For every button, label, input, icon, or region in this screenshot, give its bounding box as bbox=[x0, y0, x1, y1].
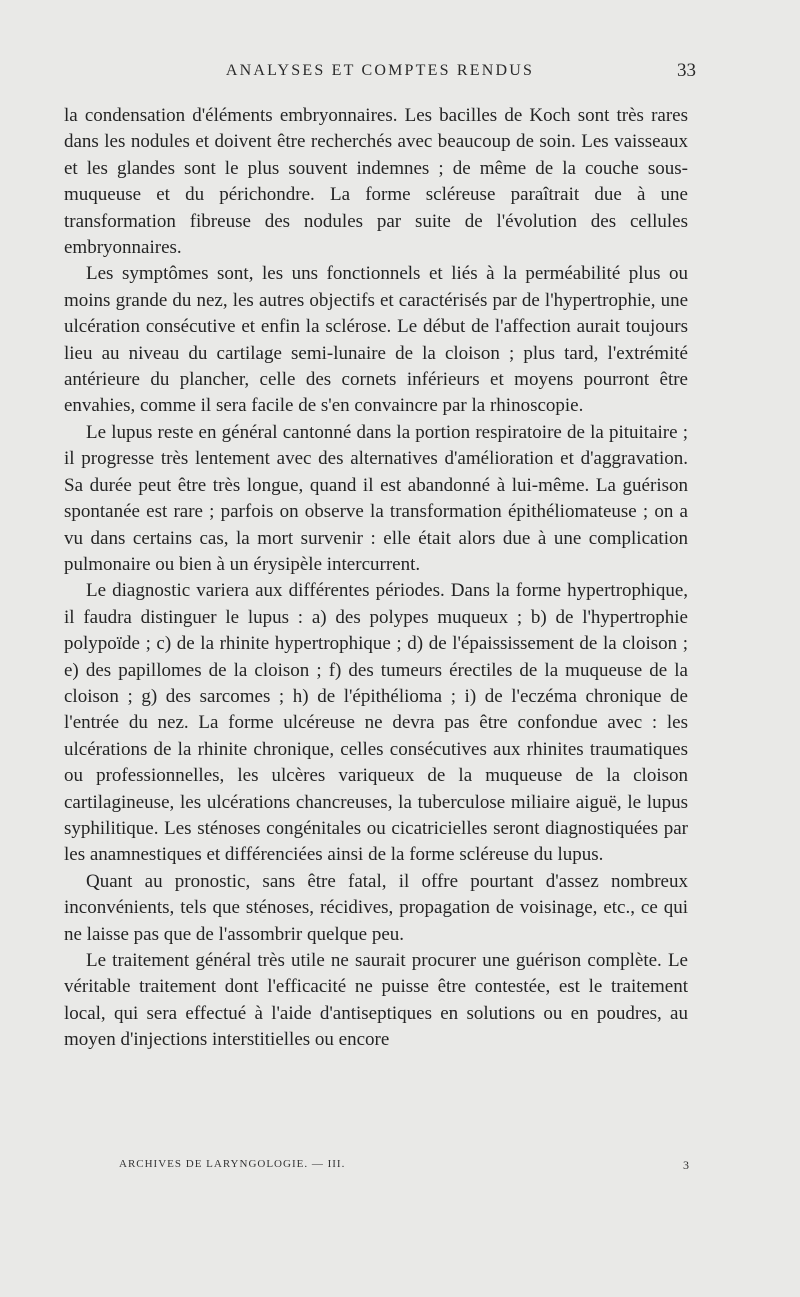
paragraph-symptoms: Les symptômes sont, les uns fonctionnels et liés à la perméabilité plus ou moins grande du nez, les autres objectifs et caractérisés par de l'hypertrophie, une ulcération consécutive et enfin la sclérose. Le début de l'affection aurait toujours lieu au niveau du cartilage semi-lunaire de la cloison ; plus tard, l'extrémité antérieure du plancher, celle des cornets inférieurs et moyens pourront être envahies, comme il sera facile de s'en convaincre par la rhinoscopie. bbox=[64, 263, 688, 417]
page-footer bbox=[64, 1158, 690, 1176]
running-title: ANALYSES ET COMPTES RENDUS bbox=[225, 62, 535, 79]
paragraph-evolution: Le lupus reste en général cantonné dans la portion respiratoire de la pituitaire ; il progresse très lentement avec des alternatives d'amélioration et d'aggravation. Sa durée peut être très longue, quand il est abandonné à lui-même. La guérison spontanée est rare ; parfois on observe la transformation épithéliomateuse ; on a vu dans certains cas, la mort survenir : elle était alors due à une complication pulmonaire ou bien à un érysipèle intercurrent. bbox=[64, 421, 688, 575]
text-block bbox=[64, 103, 688, 1054]
page-number: 33 bbox=[677, 60, 696, 81]
paragraph-diagnosis: Le diagnostic variera aux différentes périodes. Dans la forme hypertrophique, il faudra distinguer le lupus : a) des polypes muqueux ; b) de l'hypertrophie polypoïde ; c) de la rhinite hypertrophique ; d) de l'épaississement de la cloison ; e) des papillomes de la cloison ; f) des tumeurs érectiles de la muqueuse de la cloison ; g) des sarcomes ; h) de l'épithélioma ; i) de l'eczéma chronique de l'entrée du nez. La forme ulcéreuse ne devra pas être confondue avec : les ulcérations de la rhinite chronique, celles consécutives aux rhinites traumatiques ou professionnelles, les ulcères variqueux de la muqueuse de la cloison cartilagineuse, les ulcérations chancreuses, la tuberculose miliaire aiguë, le lupus syphilitique. Les sténoses congénitales ou cicatricielles seront diagnostiquées par les anamnestiques et différenciées ainsi de la forme scléreuse du lupus. bbox=[64, 580, 688, 866]
paragraph-prognosis: Quant au pronostic, sans être fatal, il offre pourtant d'assez nombreux inconvénients, tels que sténoses, récidives, propagation de voisinage, etc., ce qui ne laisse pas que de l'assombrir quelque peu. bbox=[64, 870, 688, 945]
sheet-number: 3 bbox=[683, 1158, 690, 1172]
paragraph-pathology-continued: la condensation d'éléments embryonnaires. Les bacilles de Koch sont très rares dans les nodules et doivent être recherchés avec beaucoup de soin. Les vaisseaux et les glandes sont le plus souvent indemnes ; de même de la couche sous-muqueuse et du périchondre. La forme scléreuse paraîtrait due à une transformation fibreuse des nodules par suite de l'évolution des cellules embryonnaires. bbox=[64, 105, 688, 259]
paragraph-treatment: Le traitement général très utile ne saurait procurer une guérison complète. Le véritable traitement dont l'efficacité ne puisse être contestée, est le traitement local, qui sera effectué à l'aide d'antiseptiques en solutions ou en poudres, au moyen d'injections interstitielles ou encore bbox=[64, 950, 688, 1051]
running-head bbox=[64, 62, 696, 86]
journal-signature: ARCHIVES DE LARYNGOLOGIE. — III. bbox=[119, 1158, 346, 1170]
